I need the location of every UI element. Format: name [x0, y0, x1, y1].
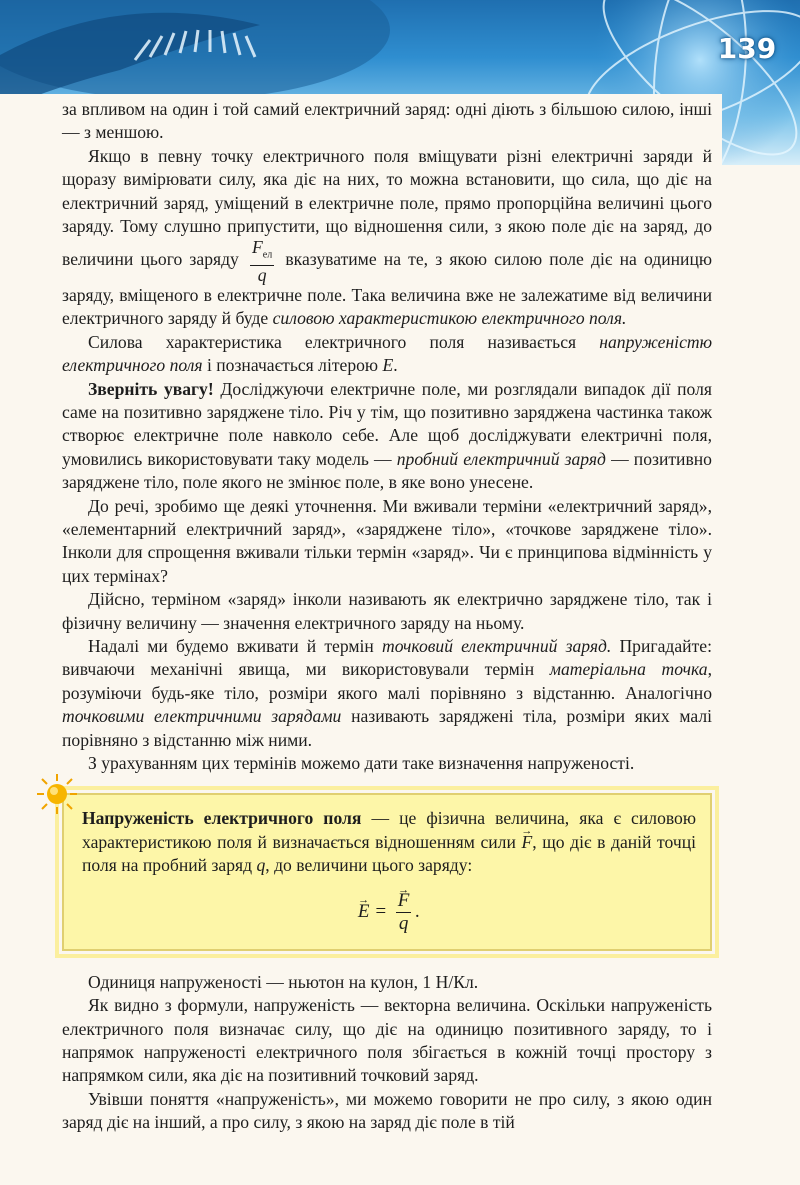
attention-note: Зверніть увагу!: [88, 378, 214, 399]
definition-box: [62, 793, 712, 950]
field-strength-formula: → E = → $\frac{F}{q}$ .: [82, 890, 696, 935]
paragraph: за впливом на один і той самий електричний заряд: одні діють з більшою силою, інші — з меншою.: [62, 99, 712, 143]
page-number: 139: [717, 32, 777, 65]
paragraph: Дійсно, терміном «заряд» інколи називають як електрично заряджене тіло, так і фізичну величину — значення електричного заряду на ньому.: [62, 589, 712, 633]
page-content: [62, 98, 712, 1135]
force-charge-fraction: $\frac{F_{ел}}{q}$: [252, 237, 273, 285]
paragraph: Одиниця напруженості — ньютон на кулон, 1 Н/Кл.: [88, 971, 479, 992]
paragraph: Як видно з формули, напруженість — векторна величина. Оскільки напруженість електричного поля визначає силу, що діє на одиницю позитивного заряду, то і напрямок напруженості електричного поля збігається в кожній точці простору з напрямком сили, яка діє на позитивний точковий заряд.: [62, 995, 712, 1086]
definition-text: Напруженість електричного поля — це фізична величина, яка є силовою характеристикою поля й визначається відношенням сили → F, що діє в даній точці поля на пробний заряд q, до величини цього заряду:: [82, 807, 696, 877]
paragraph: До речі, зробимо ще деякі уточнення. Ми вживали терміни «електричний заряд», «елементарний електричний заряд», «заряджене тіло», «точкове заряджене тіло». Інколи для спрощення вживали тільки термін «заряд». Чи є принципова відмінність у цих термінах?: [62, 495, 712, 586]
sun-icon: [36, 773, 78, 815]
paragraph: Силова характеристика електричного поля називається напруженістю електричного поля і позначається літерою E.: [62, 331, 712, 376]
paragraph: Якщо в певну точку електричного поля вміщувати різні електричні заряди й щоразу вимірювати силу, яка діє на них, то можна встановити, що сила, що діє на електричний заряд, уміщений в електричне поле, прямо пропорційна величині цього заряду. Тому слушно припустити, що відношення сили, з якою поле діє на заряд, до величини цього заряду $\frac{F_{ел}}{q}$ вказуватиме на те, з якою силою поле діє на одиницю заряду, вміщеного в електричне поле. Така величина вже не залежатиме від величини електричного заряду й буде силовою характеристикою електричного поля.: [62, 145, 713, 329]
paragraph: Надалі ми будемо вживати й термін точковий електричний заряд. Пригадайте: вивчаючи механічні явища, ми використовували термін матеріальна точка, розуміючи будь-яке тіло, розміри якого малі порівняно з відстанню. Аналогічно точковими електричними зарядами називають заряджені тіла, розміри яких малі порівняно з відстанню між ними.: [62, 636, 712, 750]
paragraph: Зверніть увагу! Досліджуючи електричне поле, ми розглядали випадок дії поля саме на позитивно заряджене тіло. Річ у тім, що позитивно заряджена частинка також створює електричне поле навколо себе. Але щоб досліджувати електричні поля, умовились використовувати таку модель — пробний електричний заряд — позитивно заряджене тіло, поле якого не змінює поле, в яке воно унесене.: [62, 378, 712, 493]
paragraph: З урахуванням цих термінів можемо дати таке визначення напруженості.: [88, 753, 635, 774]
paragraph: Увівши поняття «напруженість», ми можемо говорити не про силу, з якою один заряд діє на інший, а про силу, з якою на заряд діє поле в тій: [62, 1088, 712, 1133]
